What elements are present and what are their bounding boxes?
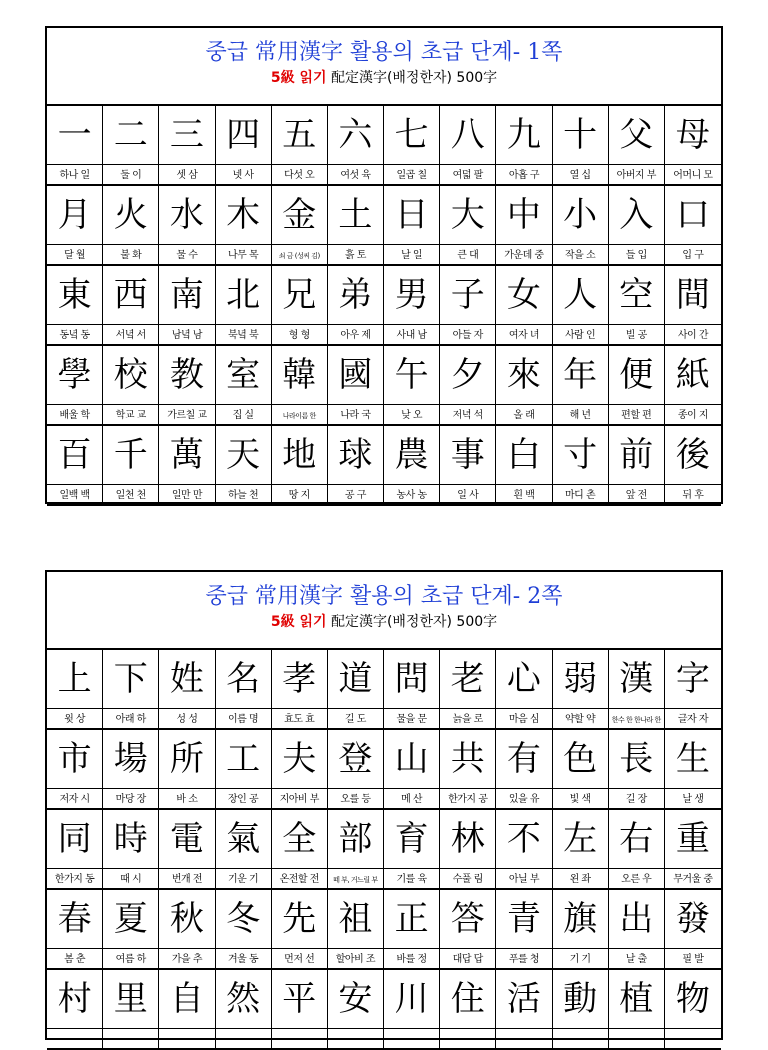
hanja-meaning: 공 구 [328,484,384,506]
hanja-character: 室 [216,346,272,404]
hanja-meaning: 날 일 [384,244,440,266]
sheet-header [47,572,721,650]
hanja-character: 市 [47,730,103,788]
hanja-meaning: 온전할 전 [272,868,328,890]
hanja-character: 春 [47,890,103,948]
hanja-meaning: 봄 춘 [47,948,103,970]
hanja-meaning: 이름 명 [216,708,272,730]
hanja-character: 左 [553,810,609,868]
hanja-character: 青 [496,890,552,948]
hanja-character: 六 [328,106,384,164]
hanja-character: 紙 [675,355,710,395]
hanja-character: 教 [159,346,215,404]
hanja-meaning: 일 사 [440,484,496,506]
hanja-character: 來 [496,346,552,404]
hanja-character: 冬 [216,890,272,948]
hanja-meaning: 흙 토 [328,244,384,266]
hanja-character: 寸 [553,426,609,484]
hanja-meaning: 빛 색 [553,788,609,810]
hanja-character: 入 [609,186,665,244]
assigned-hanja-label: 配定漢字(배정한자) 500字 [326,614,498,630]
hanja-character: 平 [272,970,328,1028]
hanja-meaning: 늙을 로 [440,708,496,730]
hanja-character: 下 [103,650,159,708]
hanja-meaning: 마음 심 [496,708,552,730]
hanja-meaning: 기운 기 [216,868,272,890]
hanja-character: 部 [328,810,384,868]
sheet-header [47,28,721,106]
hanja-meaning: 일천 천 [103,484,159,506]
hanja-character: 金 [272,186,328,244]
sheet-subtitle [47,68,721,88]
hanja-meaning [328,1028,384,1050]
hanja-meaning: 둘 이 [103,164,159,186]
hanja-meaning: 들 입 [609,244,665,266]
hanja-meaning: 하늘 천 [216,484,272,506]
hanja-character: 答 [440,890,496,948]
hanja-meaning: 쇠 금 (성씨 김) [272,244,328,266]
hanja-character: 電 [159,810,215,868]
hanja-meaning: 있을 유 [496,788,552,810]
hanja-meaning: 바 소 [159,788,215,810]
hanja-meaning: 남녘 남 [159,324,215,346]
hanja-character: 場 [103,730,159,788]
hanja-character: 村 [47,970,103,1028]
hanja-character: 後 [675,435,710,475]
hanja-meaning [103,1028,159,1050]
sheet-title: 중급 常用漢字 활용의 초급 단계- 1쪽 [205,40,563,65]
hanja-meaning: 농사 농 [384,484,440,506]
hanja-character: 先 [272,890,328,948]
hanja-character: 夕 [440,346,496,404]
hanja-meaning: 사이 간 [665,324,721,346]
hanja-character: 旗 [553,890,609,948]
hanja-character: 有 [496,730,552,788]
hanja-meaning: 푸를 청 [496,948,552,970]
hanja-meaning: 아닐 부 [496,868,552,890]
hanja-character: 物 [675,979,710,1019]
hanja-character: 道 [328,650,384,708]
hanja-character: 夫 [272,730,328,788]
hanja-meaning: 왼 좌 [553,868,609,890]
hanja-meaning: 수풀 림 [440,868,496,890]
hanja-meaning: 길 장 [609,788,665,810]
hanja-meaning: 종이 지 [665,404,721,426]
hanja-character: 山 [384,730,440,788]
hanja-meaning: 아들 자 [440,324,496,346]
hanja-character: 學 [47,346,103,404]
hanja-character: 漢 [609,650,665,708]
hanja-character: 正 [384,890,440,948]
hanja-character: 球 [328,426,384,484]
hanja-character: 三 [159,106,215,164]
hanja-meaning: 나라이름 한 [272,404,328,426]
hanja-meaning: 기를 육 [384,868,440,890]
hanja-meaning: 큰 대 [440,244,496,266]
hanja-character: 所 [159,730,215,788]
hanja-character: 氣 [216,810,272,868]
hanja-character: 孝 [272,650,328,708]
hanja-meaning: 사람 인 [553,324,609,346]
hanja-meaning: 저자 시 [47,788,103,810]
hanja-grid [47,106,721,506]
hanja-meaning: 나라 국 [328,404,384,426]
grade-label: 5級 읽기 [270,70,327,86]
hanja-character: 男 [384,266,440,324]
hanja-meaning: 겨울 동 [216,948,272,970]
hanja-meaning: 불 화 [103,244,159,266]
hanja-meaning: 흰 백 [496,484,552,506]
hanja-meaning: 낮 오 [384,404,440,426]
hanja-character: 上 [47,650,103,708]
hanja-character: 兄 [272,266,328,324]
hanja-meaning: 땅 지 [272,484,328,506]
hanja-character: 校 [103,346,159,404]
hanja-character: 植 [609,970,665,1028]
hanja-meaning: 여섯 육 [328,164,384,186]
hanja-character: 西 [103,266,159,324]
hanja-meaning: 한수 한 한나라 한 [609,708,665,730]
hanja-character: 色 [553,730,609,788]
hanja-character: 母 [675,115,710,155]
hanja-character: 間 [675,275,710,315]
hanja-meaning [553,1028,609,1050]
hanja-meaning: 아래 하 [103,708,159,730]
hanja-character: 午 [384,346,440,404]
hanja-character: 天 [216,426,272,484]
hanja-character: 火 [103,186,159,244]
hanja-meaning: 효도 효 [272,708,328,730]
hanja-meaning: 여자 녀 [496,324,552,346]
hanja-character: 工 [216,730,272,788]
hanja-character: 便 [609,346,665,404]
hanja-meaning [665,1028,721,1050]
hanja-meaning: 대답 답 [440,948,496,970]
hanja-character: 自 [159,970,215,1028]
hanja-meaning: 어머니 모 [665,164,721,186]
hanja-meaning: 일백 백 [47,484,103,506]
hanja-meaning: 마디 촌 [553,484,609,506]
hanja-character: 年 [553,346,609,404]
grade-label: 5級 읽기 [270,614,327,630]
hanja-character: 一 [47,106,103,164]
hanja-meaning: 오른 우 [609,868,665,890]
hanja-character: 生 [675,739,710,779]
hanja-meaning: 하나 일 [47,164,103,186]
hanja-meaning: 길 도 [328,708,384,730]
hanja-character: 北 [216,266,272,324]
hanja-character: 小 [553,186,609,244]
hanja-character: 秋 [159,890,215,948]
hanja-meaning [609,1028,665,1050]
hanja-meaning: 성 성 [159,708,215,730]
hanja-meaning: 물을 문 [384,708,440,730]
hanja-meaning: 가을 추 [159,948,215,970]
hanja-meaning: 약할 약 [553,708,609,730]
hanja-meaning: 편할 편 [609,404,665,426]
hanja-character: 林 [440,810,496,868]
hanja-character: 五 [272,106,328,164]
hanja-meaning: 배울 학 [47,404,103,426]
hanja-meaning: 학교 교 [103,404,159,426]
hanja-character: 口 [675,195,710,235]
hanja-meaning: 윗 상 [47,708,103,730]
hanja-character: 子 [440,266,496,324]
hanja-meaning: 서녘 서 [103,324,159,346]
hanja-meaning: 가운데 중 [496,244,552,266]
hanja-meaning: 바를 정 [384,948,440,970]
hanja-character: 住 [440,970,496,1028]
hanja-meaning: 할아비 조 [328,948,384,970]
hanja-meaning: 가르칠 교 [159,404,215,426]
hanja-character: 百 [47,426,103,484]
hanja-meaning: 북녘 북 [216,324,272,346]
hanja-character: 七 [384,106,440,164]
hanja-character: 祖 [328,890,384,948]
hanja-character: 東 [47,266,103,324]
hanja-meaning: 오를 등 [328,788,384,810]
hanja-character: 全 [272,810,328,868]
hanja-character: 不 [496,810,552,868]
hanja-character: 時 [103,810,159,868]
hanja-character: 右 [609,810,665,868]
hanja-character: 地 [272,426,328,484]
hanja-character: 四 [216,106,272,164]
hanja-meaning: 올 래 [496,404,552,426]
hanja-meaning: 떼 부, 거느릴 부 [328,868,384,890]
hanja-meaning: 앞 전 [609,484,665,506]
hanja-character: 萬 [159,426,215,484]
hanja-meaning: 빌 공 [609,324,665,346]
hanja-meaning: 물 수 [159,244,215,266]
hanja-character: 中 [496,186,552,244]
hanja-meaning: 셋 삼 [159,164,215,186]
hanja-character: 共 [440,730,496,788]
hanja-meaning [384,1028,440,1050]
hanja-sheet-page-2 [45,570,723,1040]
hanja-meaning: 마당 장 [103,788,159,810]
hanja-character: 父 [609,106,665,164]
hanja-character: 問 [384,650,440,708]
hanja-character: 空 [609,266,665,324]
hanja-meaning: 저녁 석 [440,404,496,426]
hanja-character: 事 [440,426,496,484]
hanja-character: 重 [675,819,710,859]
hanja-meaning: 해 년 [553,404,609,426]
hanja-meaning: 글자 자 [665,708,721,730]
hanja-character: 月 [47,186,103,244]
hanja-character: 白 [496,426,552,484]
hanja-character: 活 [496,970,552,1028]
hanja-character: 名 [216,650,272,708]
hanja-meaning [272,1028,328,1050]
hanja-meaning [47,1028,103,1050]
hanja-meaning: 달 월 [47,244,103,266]
hanja-character: 大 [440,186,496,244]
sheet-subtitle [47,612,721,632]
hanja-meaning: 사내 남 [384,324,440,346]
hanja-meaning: 날 출 [609,948,665,970]
hanja-meaning: 일곱 칠 [384,164,440,186]
hanja-character: 弱 [553,650,609,708]
hanja-character: 老 [440,650,496,708]
hanja-meaning: 나무 목 [216,244,272,266]
hanja-meaning: 집 실 [216,404,272,426]
hanja-character: 動 [553,970,609,1028]
hanja-character: 女 [496,266,552,324]
hanja-character: 日 [384,186,440,244]
hanja-character: 農 [384,426,440,484]
hanja-character: 弟 [328,266,384,324]
hanja-character: 安 [328,970,384,1028]
hanja-meaning: 날 생 [665,788,721,810]
hanja-meaning: 아버지 부 [609,164,665,186]
hanja-meaning: 아홉 구 [496,164,552,186]
hanja-meaning: 동녘 동 [47,324,103,346]
hanja-character: 心 [496,650,552,708]
hanja-meaning: 다섯 오 [272,164,328,186]
hanja-character: 長 [609,730,665,788]
hanja-meaning: 메 산 [384,788,440,810]
hanja-meaning: 작을 소 [553,244,609,266]
hanja-sheet-page-1 [45,26,723,504]
hanja-meaning: 먼저 선 [272,948,328,970]
hanja-character: 前 [609,426,665,484]
hanja-character: 南 [159,266,215,324]
hanja-meaning: 아우 제 [328,324,384,346]
hanja-meaning: 번개 전 [159,868,215,890]
hanja-character: 十 [553,106,609,164]
hanja-meaning: 입 구 [665,244,721,266]
sheet-title: 중급 常用漢字 활용의 초급 단계- 2쪽 [205,584,563,609]
hanja-meaning: 여름 하 [103,948,159,970]
hanja-meaning [216,1028,272,1050]
hanja-character: 登 [328,730,384,788]
hanja-character: 九 [496,106,552,164]
hanja-character: 夏 [103,890,159,948]
hanja-character: 出 [609,890,665,948]
hanja-character: 育 [384,810,440,868]
hanja-character: 韓 [272,346,328,404]
hanja-character: 水 [159,186,215,244]
hanja-character: 土 [328,186,384,244]
hanja-meaning: 형 형 [272,324,328,346]
hanja-grid [47,650,721,1050]
hanja-character: 然 [216,970,272,1028]
hanja-meaning: 한가지 공 [440,788,496,810]
hanja-character: 姓 [159,650,215,708]
hanja-meaning: 넷 사 [216,164,272,186]
hanja-meaning: 때 시 [103,868,159,890]
hanja-meaning: 한가지 동 [47,868,103,890]
hanja-character: 國 [328,346,384,404]
hanja-character: 千 [103,426,159,484]
hanja-meaning: 일만 만 [159,484,215,506]
assigned-hanja-label: 配定漢字(배정한자) 500字 [326,70,498,86]
hanja-meaning: 기 기 [553,948,609,970]
hanja-meaning: 지아비 부 [272,788,328,810]
hanja-meaning: 장인 공 [216,788,272,810]
hanja-character: 木 [216,186,272,244]
hanja-meaning: 필 발 [665,948,721,970]
hanja-character: 二 [103,106,159,164]
hanja-character: 發 [675,899,710,939]
hanja-character: 同 [47,810,103,868]
hanja-meaning [159,1028,215,1050]
hanja-character: 人 [553,266,609,324]
hanja-meaning [440,1028,496,1050]
hanja-character: 八 [440,106,496,164]
hanja-meaning: 뒤 후 [665,484,721,506]
hanja-character: 字 [675,659,710,699]
hanja-meaning [496,1028,552,1050]
hanja-character: 里 [103,970,159,1028]
hanja-meaning: 무거울 중 [665,868,721,890]
hanja-character: 川 [384,970,440,1028]
hanja-meaning: 여덟 팔 [440,164,496,186]
hanja-meaning: 열 십 [553,164,609,186]
